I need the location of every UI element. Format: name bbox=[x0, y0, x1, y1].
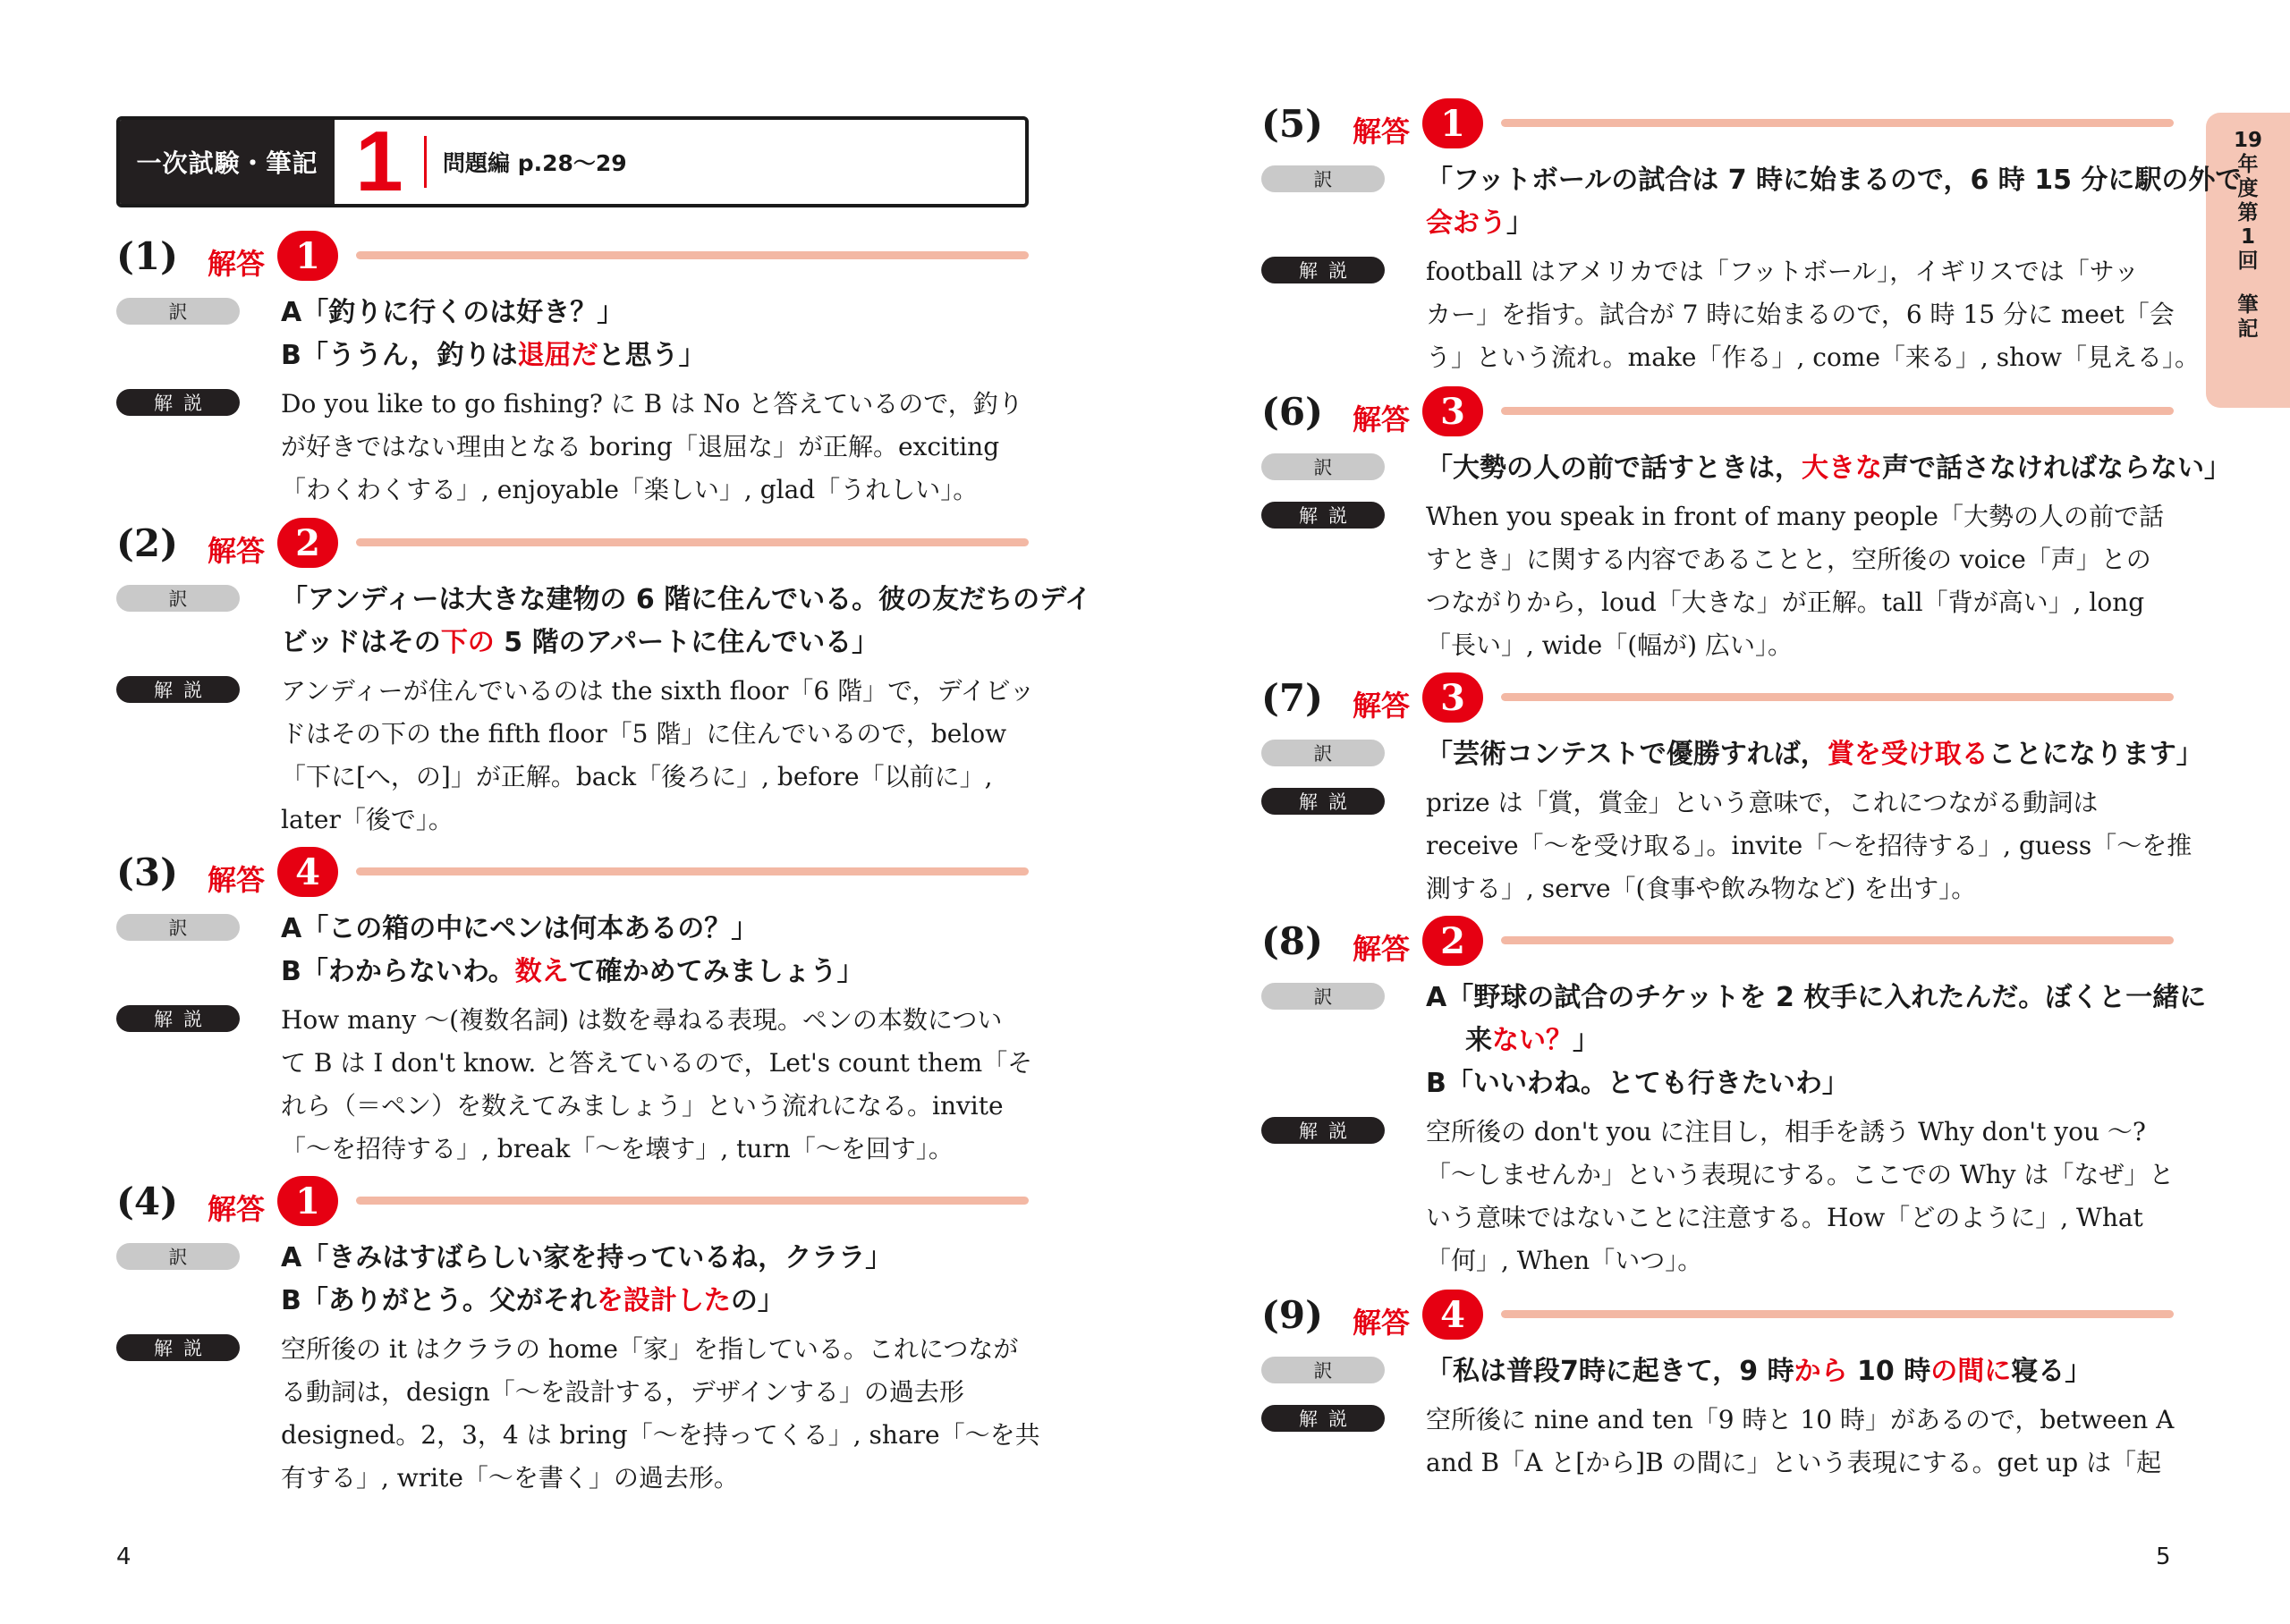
answer-label: 解答 bbox=[208, 534, 266, 568]
translation-tag: 訳 bbox=[116, 1243, 240, 1270]
question-header bbox=[1261, 671, 2174, 728]
question-header bbox=[1261, 97, 2174, 154]
side-tab-char: 1 bbox=[2240, 225, 2255, 249]
explanation-tag: 解説 bbox=[1261, 257, 1385, 283]
question-header bbox=[1261, 914, 2174, 971]
translation-line bbox=[281, 334, 1029, 377]
side-tab-char: 度 bbox=[2237, 177, 2259, 200]
translation-line bbox=[1426, 159, 2242, 202]
explanation-tag: 解説 bbox=[1261, 1405, 1385, 1432]
translation-line bbox=[1426, 202, 2242, 245]
answer-label: 解答 bbox=[208, 863, 266, 897]
explanation-line: いう意味ではないことに注意する。How「どのように」, What bbox=[1426, 1203, 2143, 1232]
translation-segment: 声で話さなければならない」 bbox=[1882, 453, 2231, 484]
header-rule bbox=[356, 538, 1029, 546]
explanation-line: receive「〜を受け取る」。invite「〜を招待する」, guess「〜を推 bbox=[1426, 831, 2192, 860]
page-number-left: 4 bbox=[116, 1544, 131, 1570]
question-header bbox=[1261, 1288, 2174, 1345]
translation-row bbox=[116, 908, 1029, 994]
question-number: (5) bbox=[1261, 102, 1323, 146]
explanation-text bbox=[1426, 782, 2192, 910]
explanation-tag: 解説 bbox=[116, 389, 240, 416]
question-number: (3) bbox=[116, 850, 178, 894]
translation-segment: B「ありがとう。父がそれ bbox=[281, 1285, 597, 1316]
explanation-row bbox=[1261, 495, 2174, 667]
section-label: 一次試験・筆記 bbox=[120, 120, 335, 204]
translation-tag: 訳 bbox=[116, 585, 240, 612]
translation-text bbox=[1426, 733, 2203, 776]
translation-line bbox=[281, 1280, 1029, 1323]
translation-segment: ことになります」 bbox=[1988, 739, 2203, 770]
explanation-text bbox=[1426, 1399, 2174, 1484]
explanation-line: れら（＝ペン）を数えてみましょう」という流れになる。invite bbox=[281, 1091, 1004, 1121]
question-block bbox=[1261, 1288, 2174, 1484]
explanation-line: る動詞は，design「〜を設計する，デザインする」の過去形 bbox=[281, 1377, 964, 1407]
translation-text bbox=[1426, 977, 2206, 1105]
answer-badge: 4 bbox=[277, 847, 338, 897]
translation-segment: 10 時 bbox=[1847, 1356, 1931, 1387]
question-number: (1) bbox=[116, 234, 178, 278]
header-rule bbox=[1501, 407, 2174, 415]
translation-segment: 「私は普段7時に起きて，9 時 bbox=[1426, 1356, 1794, 1387]
translation-line bbox=[1426, 1350, 2174, 1393]
answer-label: 解答 bbox=[1353, 689, 1411, 723]
page-number-right: 5 bbox=[2156, 1544, 2171, 1570]
explanation-text bbox=[281, 1328, 1040, 1500]
explanation-line: football はアメリカでは「フットボール」，イギリスでは「サッ bbox=[1426, 257, 2140, 286]
side-tab-char: 第 bbox=[2237, 201, 2259, 224]
answer-label: 解答 bbox=[1353, 114, 1411, 148]
answer-label: 解答 bbox=[1353, 402, 1411, 436]
explanation-tag: 解説 bbox=[116, 676, 240, 703]
question-number: (9) bbox=[1261, 1293, 1323, 1337]
explanation-tag: 解説 bbox=[1261, 1117, 1385, 1144]
question-header bbox=[116, 229, 1029, 286]
translation-text bbox=[281, 908, 1029, 994]
header-rule bbox=[1501, 1310, 2174, 1318]
highlighted-answer-text: を設計した bbox=[596, 1285, 731, 1316]
side-tab-char: 筆 bbox=[2237, 293, 2259, 317]
header-rule bbox=[356, 867, 1029, 875]
translation-segment: 寝る」 bbox=[2011, 1356, 2092, 1387]
question-block bbox=[116, 516, 1092, 842]
explanation-line: prize は「賞，賞金」という意味で，これにつながる動詞は bbox=[1426, 788, 2099, 817]
explanation-line: 「何」, When「いつ」。 bbox=[1426, 1246, 1703, 1275]
question-number: (7) bbox=[1261, 676, 1323, 720]
translation-line bbox=[1426, 1019, 2206, 1062]
explanation-line: アンディーが住んでいるのは the sixth floor「6 階」で，デイビッ bbox=[281, 676, 1035, 706]
translation-text bbox=[281, 292, 1029, 377]
translation-row bbox=[1261, 159, 2243, 245]
translation-text bbox=[1426, 447, 2231, 490]
translation-segment: B「わからないわ。 bbox=[281, 956, 515, 987]
translation-row bbox=[1261, 447, 2231, 490]
explanation-line: 空所後の don't you に注目し，相手を誘う Why don't you 〜? bbox=[1426, 1117, 2146, 1146]
translation-row bbox=[116, 1237, 1029, 1323]
translation-segment: の」 bbox=[730, 1285, 785, 1316]
translation-segment: A「きみはすばらしい家を持っているね，クララ」 bbox=[281, 1242, 893, 1273]
explanation-text bbox=[281, 670, 1034, 842]
highlighted-answer-text: 会おう bbox=[1426, 207, 1506, 239]
explanation-line: 「長い」, wide「(幅が) 広い」。 bbox=[1426, 630, 1793, 660]
explanation-line: 「〜を招待する」, break「〜を壊す」, turn「〜を回す」。 bbox=[281, 1134, 954, 1163]
translation-segment: ビッドはその bbox=[281, 627, 441, 658]
explanation-text bbox=[1426, 1111, 2174, 1282]
question-header bbox=[116, 1174, 1029, 1231]
translation-segment: 5 階のアパートに住んでいる」 bbox=[494, 627, 879, 658]
translation-row bbox=[1261, 1350, 2174, 1393]
header-rule bbox=[1501, 693, 2174, 701]
explanation-row bbox=[116, 999, 1033, 1171]
translation-segment: B「いいわね。とても行きたいわ」 bbox=[1426, 1068, 1849, 1099]
answer-badge: 3 bbox=[1422, 386, 1483, 436]
explanation-text bbox=[1426, 250, 2200, 379]
translation-segment: 「フットボールの試合は 7 時に始まるので，6 時 15 分に駅の外で bbox=[1426, 165, 2243, 196]
question-header bbox=[116, 516, 1029, 573]
explanation-text bbox=[1426, 495, 2174, 667]
explanation-text bbox=[281, 383, 1029, 512]
translation-segment: A「釣りに行くのは好き？」 bbox=[281, 297, 624, 328]
answer-badge: 4 bbox=[1422, 1290, 1483, 1340]
explanation-tag: 解説 bbox=[1261, 502, 1385, 529]
explanation-line: When you speak in front of many people「大勢の人の前で話 bbox=[1426, 502, 2164, 531]
explanation-row bbox=[1261, 782, 2192, 910]
explanation-tag: 解説 bbox=[116, 1005, 240, 1032]
chapter-side-tab bbox=[2206, 113, 2290, 408]
question-header bbox=[116, 845, 1029, 902]
explanation-row bbox=[116, 383, 1029, 512]
explanation-line: later「後で」。 bbox=[281, 805, 454, 834]
translation-segment: 」 bbox=[1506, 207, 1533, 239]
translation-line bbox=[1426, 447, 2231, 490]
highlighted-answer-text: 賞を受け取る bbox=[1827, 739, 1989, 770]
explanation-line: 「わくわくする」, enjoyable「楽しい」, glad「うれしい」。 bbox=[281, 475, 979, 504]
question-number: (8) bbox=[1261, 919, 1323, 963]
translation-line bbox=[281, 579, 1091, 622]
translation-row bbox=[1261, 977, 2207, 1105]
translation-line bbox=[281, 951, 1029, 994]
explanation-row bbox=[116, 670, 1035, 842]
translation-line bbox=[1426, 733, 2203, 776]
question-number: (2) bbox=[116, 521, 178, 565]
translation-tag: 訳 bbox=[1261, 453, 1385, 480]
highlighted-answer-text: から bbox=[1794, 1356, 1848, 1387]
translation-text bbox=[281, 579, 1091, 664]
explanation-line: designed。2，3，4 は bring「〜を持ってくる」, share「〜を共 bbox=[281, 1420, 1040, 1450]
translation-tag: 訳 bbox=[1261, 165, 1385, 192]
explanation-line: 測する」, serve「(食事や飲み物など) を出す」。 bbox=[1426, 874, 1977, 903]
translation-line bbox=[1426, 977, 2206, 1019]
translation-line bbox=[281, 622, 1091, 664]
translation-line bbox=[281, 908, 1029, 951]
explanation-line: 空所後に nine and ten「9 時と 10 時」があるので，between A bbox=[1426, 1405, 2175, 1434]
explanation-line: う」という流れ。make「作る」, come「来る」, show「見える」。 bbox=[1426, 343, 2200, 372]
answer-label: 解答 bbox=[208, 247, 266, 281]
highlighted-answer-text: 下の bbox=[440, 627, 495, 658]
translation-line bbox=[1426, 1062, 2206, 1105]
translation-segment: 来 bbox=[1465, 1025, 1492, 1056]
answer-label: 解答 bbox=[1353, 932, 1411, 966]
translation-segment: B「ううん，釣りは bbox=[281, 340, 518, 371]
answer-badge: 2 bbox=[1422, 916, 1483, 966]
question-number: (4) bbox=[116, 1180, 178, 1223]
translation-line bbox=[281, 1237, 1029, 1280]
header-rule bbox=[1501, 936, 2174, 944]
highlighted-answer-text: ない？ bbox=[1492, 1025, 1573, 1056]
explanation-line: すとき」に関する内容であることと，空所後の voice「声」との bbox=[1426, 545, 2151, 574]
explanation-line: が好きではない理由となる boring「退屈な」が正解。exciting bbox=[281, 432, 1000, 461]
header-rule bbox=[356, 1197, 1029, 1205]
translation-row bbox=[1261, 733, 2203, 776]
explanation-row bbox=[1261, 250, 2200, 379]
explanation-line: and B「A と[から]B の間に」という表現にする。get up は「起 bbox=[1426, 1448, 2162, 1477]
highlighted-answer-text: 退屈だ bbox=[517, 340, 598, 371]
explanation-row bbox=[1261, 1111, 2174, 1282]
explanation-line: How many 〜(複数名詞) は数を尋ねる表現。ペンの本数につい bbox=[281, 1005, 1003, 1035]
highlighted-answer-text: 大きな bbox=[1802, 453, 1882, 484]
explanation-line: Do you like to go fishing? に B は No と答えているので，釣り bbox=[281, 389, 1023, 419]
answer-badge: 1 bbox=[1422, 98, 1483, 148]
answer-badge: 1 bbox=[277, 1176, 338, 1226]
answer-badge: 2 bbox=[277, 518, 338, 568]
side-tab-char: 年 bbox=[2237, 153, 2259, 176]
explanation-line: て B は I don't know. と答えているので，Let's count them「そ bbox=[281, 1048, 1033, 1078]
translation-tag: 訳 bbox=[1261, 1357, 1385, 1383]
answer-badge: 1 bbox=[277, 231, 338, 281]
section-number: 1 bbox=[355, 116, 403, 207]
explanation-row bbox=[1261, 1399, 2174, 1484]
problem-reference: 問題編 p.28〜29 bbox=[443, 150, 627, 176]
explanation-line: 「〜しませんか」という表現にする。ここでの Why は「なぜ」と bbox=[1426, 1160, 2175, 1189]
answer-label: 解答 bbox=[1353, 1306, 1411, 1340]
translation-segment: A「この箱の中にペンは何本あるの？」 bbox=[281, 913, 759, 944]
question-block bbox=[1261, 97, 2243, 379]
translation-line bbox=[281, 292, 1029, 334]
explanation-line: 空所後の it はクララの home「家」を指している。これにつなが bbox=[281, 1334, 1019, 1364]
translation-text bbox=[1426, 159, 2242, 245]
explanation-line: ドはその下の the fifth floor「5 階」に住んでいるので，below bbox=[281, 719, 1007, 749]
question-number: (6) bbox=[1261, 390, 1323, 434]
side-tab-char: 記 bbox=[2237, 317, 2259, 341]
question-block bbox=[116, 845, 1033, 1171]
translation-text bbox=[1426, 1350, 2174, 1393]
translation-segment: A「野球の試合のチケットを 2 枚手に入れたんだ。ぼくと一緒に bbox=[1426, 982, 2207, 1013]
highlighted-answer-text: の間に bbox=[1930, 1356, 2012, 1387]
translation-tag: 訳 bbox=[1261, 983, 1385, 1010]
translation-text bbox=[281, 1237, 1029, 1323]
side-tab-char: 19 bbox=[2233, 129, 2262, 152]
translation-segment: 「芸術コンテストで優勝すれば， bbox=[1426, 739, 1828, 770]
header-rule bbox=[1501, 119, 2174, 127]
section-header bbox=[116, 116, 1029, 207]
translation-segment: と思う」 bbox=[598, 340, 706, 371]
explanation-line: 有する」, write「〜を書く」の過去形。 bbox=[281, 1463, 739, 1493]
answer-label: 解答 bbox=[208, 1192, 266, 1226]
highlighted-answer-text: 数え bbox=[514, 956, 569, 987]
header-rule bbox=[356, 251, 1029, 259]
explanation-tag: 解説 bbox=[1261, 788, 1385, 815]
explanation-line: つながりから，loud「大きな」が正解。tall「背が高い」, long bbox=[1426, 588, 2145, 617]
translation-segment: て確かめてみましょう」 bbox=[568, 956, 864, 987]
translation-row bbox=[116, 292, 1029, 377]
question-block bbox=[1261, 671, 2203, 910]
translation-segment: 」 bbox=[1573, 1025, 1599, 1056]
side-tab-char: 回 bbox=[2237, 250, 2259, 273]
translation-segment: 「大勢の人の前で話すときは， bbox=[1426, 453, 1802, 484]
explanation-tag: 解説 bbox=[116, 1334, 240, 1361]
question-block bbox=[116, 1174, 1040, 1500]
translation-row bbox=[116, 579, 1092, 664]
explanation-line: カー」を指す。試合が 7 時に始まるので，6 時 15 分に meet「会 bbox=[1426, 300, 2175, 329]
translation-tag: 訳 bbox=[1261, 740, 1385, 766]
question-block bbox=[1261, 385, 2231, 667]
answer-badge: 3 bbox=[1422, 672, 1483, 723]
explanation-text bbox=[281, 999, 1032, 1171]
explanation-row bbox=[116, 1328, 1040, 1500]
question-block bbox=[1261, 914, 2207, 1282]
translation-segment: 「アンディーは大きな建物の 6 階に住んでいる。彼の友だちのデイ bbox=[281, 584, 1092, 615]
translation-tag: 訳 bbox=[116, 298, 240, 325]
translation-tag: 訳 bbox=[116, 914, 240, 941]
explanation-line: 「下に[へ，の]」が正解。back「後ろに」, before「以前に」, bbox=[281, 762, 993, 791]
question-block bbox=[116, 229, 1029, 512]
question-header bbox=[1261, 385, 2174, 442]
